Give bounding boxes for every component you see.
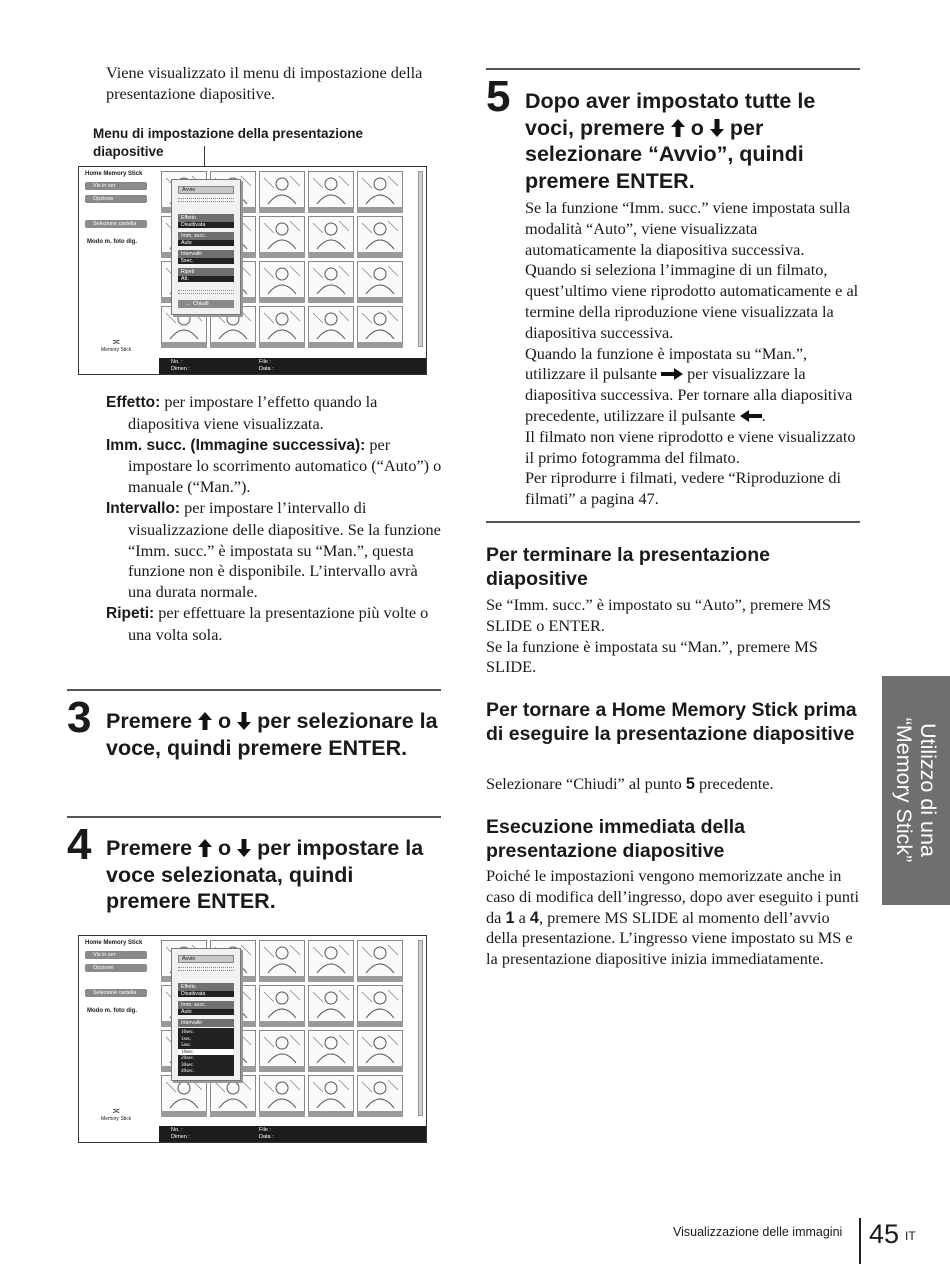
memory-stick-logo: ≍ Memory Stick [101, 1106, 132, 1122]
screen-scrollbar [418, 171, 423, 347]
thumbnail-caption-bar [308, 976, 354, 982]
interval-option: 20sec. [181, 1055, 195, 1061]
definition-list [106, 392, 442, 646]
definition-imm-succ: Imm. succ. (Immagine successiva): per impostare lo scorrimento automatico (“Auto”) o manuale (“Man.”). [106, 434, 442, 497]
thumbnail-caption-bar [210, 1111, 256, 1117]
menu-item-effetto: Effetto Disattivata [178, 214, 234, 228]
thumbnail-caption-bar [308, 342, 354, 348]
screen-footer: No. : File : Dimen : Data : [159, 358, 426, 374]
thumbnail-caption-bar [161, 342, 207, 348]
language-code: IT [905, 1229, 916, 1243]
slideshow-menu-screenshot [78, 166, 427, 375]
menu-item-ripeti: Ripeti Att. [178, 268, 234, 282]
step-3-number: 3 [67, 693, 92, 742]
left-arrow-icon [740, 410, 762, 422]
step-4-number: 4 [67, 820, 92, 869]
thumbnail-caption-bar [308, 207, 354, 213]
down-arrow-icon [237, 839, 251, 857]
down-arrow-icon [237, 712, 251, 730]
thumbnail-caption-bar [357, 342, 403, 348]
thumbnail-caption-bar [357, 1066, 403, 1072]
modo-foto-label: Modo m. foto dig. [87, 1008, 137, 1014]
figure-caption: Menu di impostazione della presentazione diapositive [93, 126, 364, 159]
selezione-cartella-button: Selezione cartella [85, 989, 147, 997]
step-3-heading: Premere o per selezionare la voce, quindi premere ENTER. [106, 709, 438, 760]
up-arrow-icon [671, 119, 685, 137]
interval-option: 40sec. [181, 1068, 195, 1074]
menu-item-intervallo: Intervallo 5sec. [178, 250, 234, 264]
up-arrow-icon [198, 839, 212, 857]
screen-scrollbar [418, 940, 423, 1116]
definition-effetto: Effetto: per impostare l’effetto quando la diapositiva viene visualizzata. [106, 392, 378, 433]
thumbnail-caption-bar [259, 976, 305, 982]
opzione-button: Opzione [85, 195, 147, 203]
interval-menu-screenshot [78, 935, 427, 1143]
right-arrow-icon [661, 368, 683, 380]
thumbnail-caption-bar [259, 1021, 305, 1027]
menu-item-intervallo: Intervallo [178, 1019, 234, 1027]
thumbnail-caption-bar [357, 207, 403, 213]
thumbnail-caption-bar [357, 1111, 403, 1117]
interval-option-selected: 10sec. [178, 1049, 234, 1056]
chapter-side-tab [882, 676, 950, 905]
thumbnail-caption-bar [308, 1111, 354, 1117]
menu-avvio: Avvio [178, 955, 234, 963]
memory-stick-logo: ≍ Memory Stick [101, 337, 132, 353]
page-number: 45 [869, 1219, 900, 1249]
thumbnail-caption-bar [259, 297, 305, 303]
thumbnail-caption-bar [259, 252, 305, 258]
thumbnail-caption-bar [259, 342, 305, 348]
vis-in-ser-button: Vis in ser [85, 951, 147, 959]
interval-option: 30sec. [181, 1061, 195, 1068]
menu-avvio: Avvio [178, 186, 234, 194]
definition-ripeti: Ripeti: per effettuare la presentazione più volte o una volta sola. [106, 602, 429, 644]
thumbnail-caption-bar [357, 1021, 403, 1027]
interval-options-list [178, 1028, 234, 1076]
home-memory-stick-label: Home Memory Stick [85, 940, 143, 946]
intro-text: Viene visualizzato il menu di impostazione della presentazione diapositive. [106, 63, 423, 103]
slideshow-settings-menu [171, 179, 241, 315]
step-4-rule [67, 816, 441, 818]
thumbnail-caption-bar [357, 297, 403, 303]
definition-intervallo: Intervallo: per impostare l’intervallo di visualizzazione delle diapositive. Se la funzione “Imm. succ.” è impostata su “Man.”, questa funzione non è disponibile. L’intervallo avrà una durata normale. [106, 497, 441, 602]
thumbnail-caption-bar [259, 207, 305, 213]
step-5-heading: Dopo aver impostato tutte le voci, premere o per selezionare “Avvio”, quindi premere ENTER. [525, 89, 816, 193]
text-esecuzione: Poiché le impostazioni vengono memorizzate anche in caso di modifica dell’ingresso, dopo aver eseguito i punti da 1 a 4, premere MS SLIDE al momento dell’avvio della presentazione. L’ingresso viene impostato su MS e la presentazione diapositive inizia immediatamente. [486, 866, 860, 969]
thumbnail-caption-bar [161, 1111, 207, 1117]
menu-item-imm-succ: Imm. succ. Auto [178, 232, 234, 246]
modo-foto-label: Modo m. foto dig. [87, 239, 137, 245]
home-memory-stick-label: Home Memory Stick [85, 171, 143, 177]
selezione-cartella-button: Selezione cartella [85, 220, 147, 228]
interval-option: 1sec. [181, 1035, 192, 1042]
step-5-rule [486, 68, 860, 70]
thumbnail-caption-bar [357, 252, 403, 258]
thumbnail-caption-bar [259, 1066, 305, 1072]
menu-item-imm-succ: Imm. succ. Auto [178, 1001, 234, 1015]
opzione-button: Opzione [85, 964, 147, 972]
thumbnail-caption-bar [357, 976, 403, 982]
footer-section-title: Visualizzazione delle immagini [673, 1225, 843, 1239]
screen-sidebar [79, 936, 159, 1142]
screen-sidebar [79, 167, 159, 374]
step-4-heading: Premere o per impostare la voce selezionata, quindi premere ENTER. [106, 836, 424, 913]
thumbnail-caption-bar [308, 1021, 354, 1027]
step-5-number: 5 [486, 72, 511, 121]
thumbnail-caption-bar [259, 1111, 305, 1117]
up-arrow-icon [198, 712, 212, 730]
step-3-rule [67, 689, 441, 691]
thumbnail-caption-bar [308, 252, 354, 258]
section-rule [486, 521, 860, 523]
down-arrow-icon [710, 119, 724, 137]
text-tornare: Selezionare “Chiudi” al punto 5 precedente. [486, 774, 774, 793]
thumbnail-caption-bar [308, 297, 354, 303]
heading-terminare: Per terminare la presentazione diapositive [486, 544, 770, 590]
footer-divider [859, 1218, 861, 1264]
text-terminare: Se “Imm. succ.” è impostato su “Auto”, premere MS SLIDE o ENTER. Se la funzione è impostata su “Man.”, premere MS SLIDE. [486, 595, 831, 677]
interval-option: 5sec. [181, 1042, 192, 1048]
thumbnail-caption-bar [210, 342, 256, 348]
heading-tornare: Per tornare a Home Memory Stick prima di eseguire la presentazione diapositive [486, 699, 857, 745]
menu-item-effetto: Effetto Disattivata [178, 983, 234, 997]
vis-in-ser-button: Vis in ser [85, 182, 147, 190]
slideshow-settings-menu [171, 948, 241, 1081]
side-tab-label: Utilizzo di una “Memory Stick” [892, 717, 940, 863]
screen-footer: No. : File : Dimen : Data : [159, 1126, 426, 1142]
heading-esecuzione: Esecuzione immediata della presentazione diapositive [486, 816, 746, 862]
thumbnail-caption-bar [308, 1066, 354, 1072]
step-5-body: Se la funzione “Imm. succ.” viene impostata sulla modalità “Auto”, viene visualizzata automaticamente la diapositiva successiva. Quando si seleziona l’immagine di un filmato, quest’ultimo viene riprodotto automaticamente e al termine della riproduzione viene visualizzata la diapositiva successiva. Quando la funzione è impostata su “Man.”, utilizzare il pulsante per visualizzare la diapositiva successiva. Per tornare alla diapositiva precedente, utilizzare il pulsante . Il filmato non viene riprodotto e viene visualizzato il primo fotogramma del filmato. Per riprodurre i filmati, vedere “Riproduzione di filmati” a pagina 47. [525, 198, 859, 509]
interval-option: 10sec. [181, 1029, 195, 1035]
menu-chiudi: ← Chiudi [178, 300, 234, 308]
